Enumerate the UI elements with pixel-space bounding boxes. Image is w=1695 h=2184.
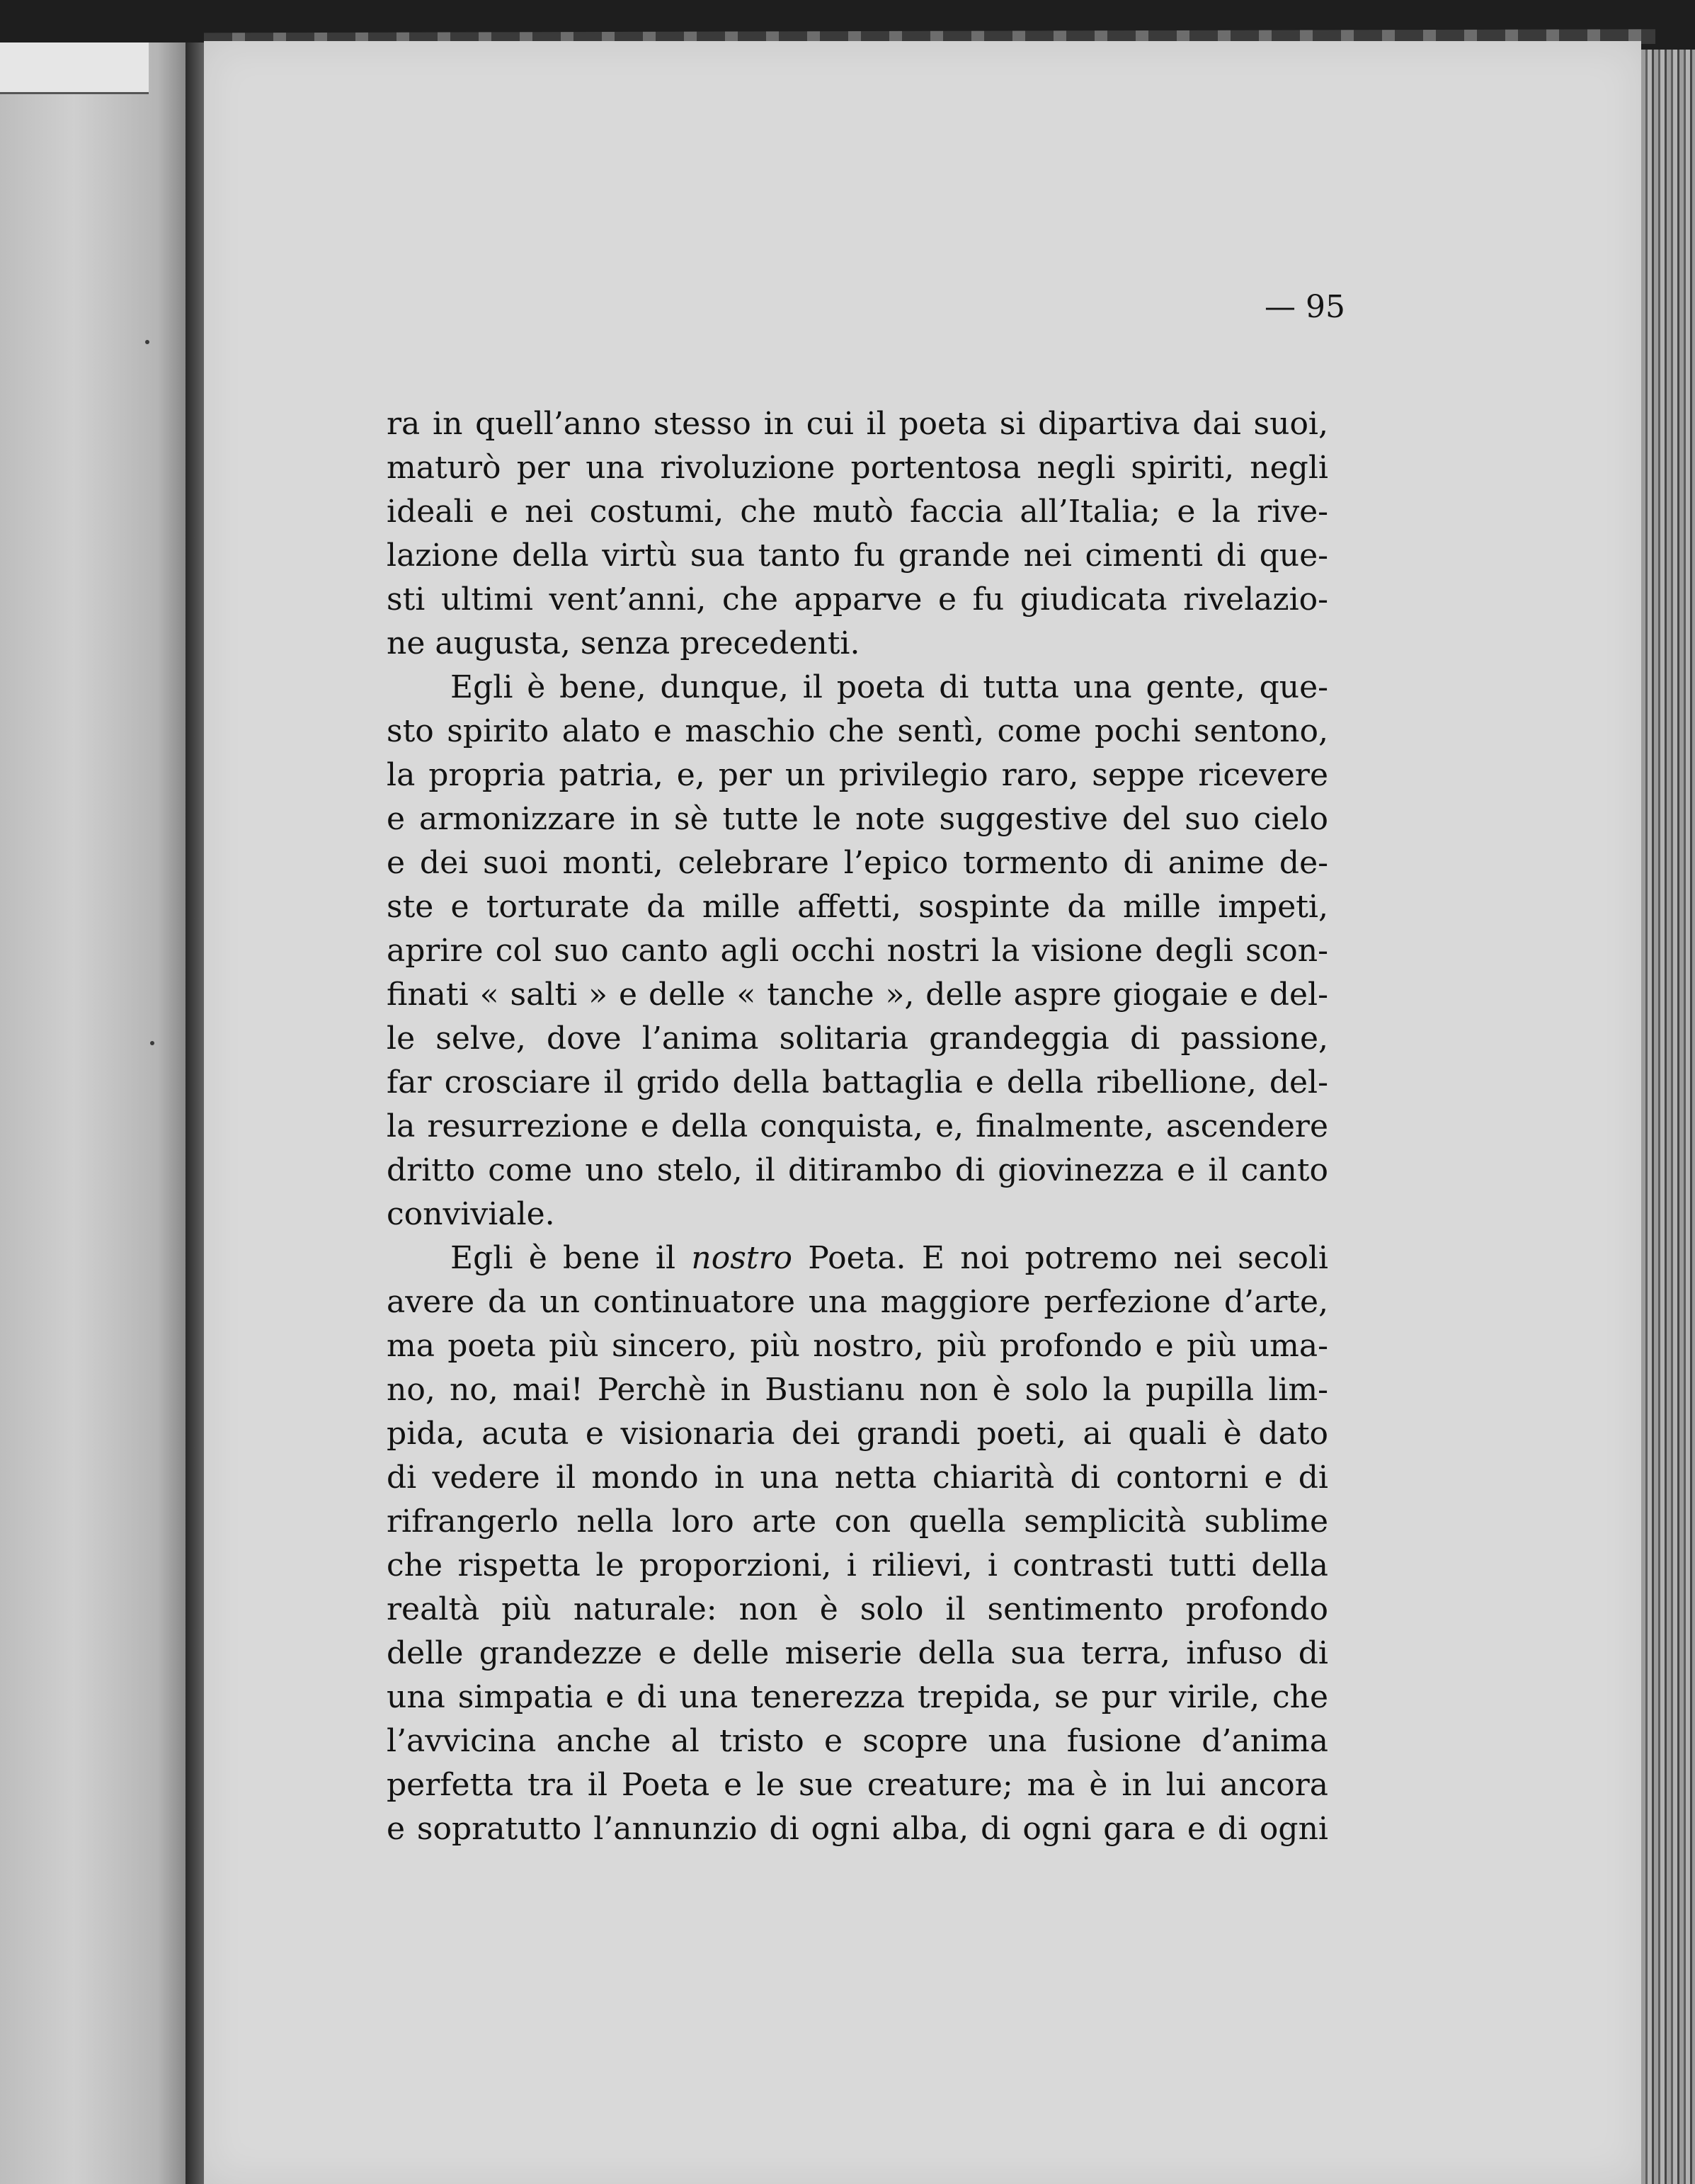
text-line: che rispetta le proporzioni, i rilievi, i contrasti tutti della: [387, 1547, 1328, 1583]
body-text: [387, 402, 1328, 1851]
text-line: lazione della virtù sua tanto fu grande nei cimenti di que-: [387, 538, 1328, 574]
text-line: e armonizzare in sè tutte le note suggestive del suo cielo: [387, 801, 1328, 837]
text-line: rifrangerlo nella loro arte con quella semplicità sublime: [387, 1503, 1328, 1540]
text-line: una simpatia e di una tenerezza trepida, se pur virile, che: [387, 1679, 1328, 1715]
paragraph: [387, 666, 1328, 1236]
text-run: Egli è bene il: [450, 1240, 692, 1276]
text-line: dritto come uno stelo, il ditirambo di giovinezza e il canto: [387, 1152, 1328, 1188]
paragraph: [387, 1236, 1328, 1851]
text-line: l’avvicina anche al tristo e scopre una fusione d’anima: [387, 1723, 1328, 1759]
paper-speck: [145, 340, 149, 344]
italic-word: nostro: [691, 1240, 792, 1276]
text-line: maturò per una rivoluzione portentosa negli spiriti, negli: [387, 450, 1328, 486]
text-line: sto spirito alato e maschio che sentì, come pochi sentono,: [387, 713, 1328, 749]
left-page-edge: [0, 42, 186, 2184]
text-line: la resurrezione e della conquista, e, finalmente, ascendere: [387, 1108, 1328, 1144]
text-line: avere da un continuatore una maggiore perfezione d’arte,: [387, 1284, 1328, 1320]
text-run: Poeta. E noi potremo nei secoli: [792, 1240, 1328, 1276]
text-line: realtà più naturale: non è solo il sentimento profondo: [387, 1591, 1328, 1627]
text-line: delle grandezze e delle miserie della sua terra, infuso di: [387, 1635, 1328, 1671]
text-line: ma poeta più sincero, più nostro, più profondo e più uma-: [387, 1328, 1328, 1364]
text-line: conviviale.: [387, 1196, 555, 1232]
text-line: la propria patria, e, per un privilegio raro, seppe ricevere: [387, 757, 1328, 793]
text-line: ideali e nei costumi, che mutò faccia all’Italia; e la rive-: [387, 494, 1328, 530]
text-line: ne augusta, senza precedenti.: [387, 625, 860, 661]
text-line: ra in quell’anno stesso in cui il poeta si dipartiva dai suoi,: [387, 406, 1328, 442]
text-line: no, no, mai! Perchè in Bustianu non è solo la pupilla lim-: [387, 1372, 1328, 1408]
text-line: far crosciare il grido della battaglia e della ribellione, del-: [387, 1064, 1328, 1100]
paragraph: [387, 402, 1328, 666]
paper-speck: [150, 1041, 154, 1045]
text-line: e sopratutto l’annunzio di ogni alba, di ogni gara e di ogni: [387, 1811, 1328, 1847]
text-line: sti ultimi vent’anni, che apparve e fu giudicata rivelazio-: [387, 581, 1328, 618]
text-line: pida, acuta e visionaria dei grandi poeti, ai quali è dato: [387, 1416, 1328, 1452]
left-page-tab: [0, 42, 149, 94]
text-line: ste e torturate da mille affetti, sospinte da mille impeti,: [387, 889, 1328, 925]
text-line: [387, 1236, 1328, 1280]
text-line: finati « salti » e delle « tanche », delle aspre giogaie e del-: [387, 977, 1328, 1013]
page-number: — 95: [1265, 289, 1345, 325]
text-line: e dei suoi monti, celebrare l’epico tormento di anime de-: [387, 845, 1328, 881]
text-line: le selve, dove l’anima solitaria grandeggia di passione,: [387, 1020, 1328, 1057]
text-line: di vedere il mondo in una netta chiarità di contorni e di: [387, 1460, 1328, 1496]
text-line: Egli è bene, dunque, il poeta di tutta una gente, que-: [450, 669, 1328, 705]
page-fore-edge: [1641, 50, 1695, 2184]
text-line: aprire col suo canto agli occhi nostri la visione degli scon-: [387, 933, 1328, 969]
text-line: perfetta tra il Poeta e le sue creature; ma è in lui ancora: [387, 1767, 1328, 1803]
